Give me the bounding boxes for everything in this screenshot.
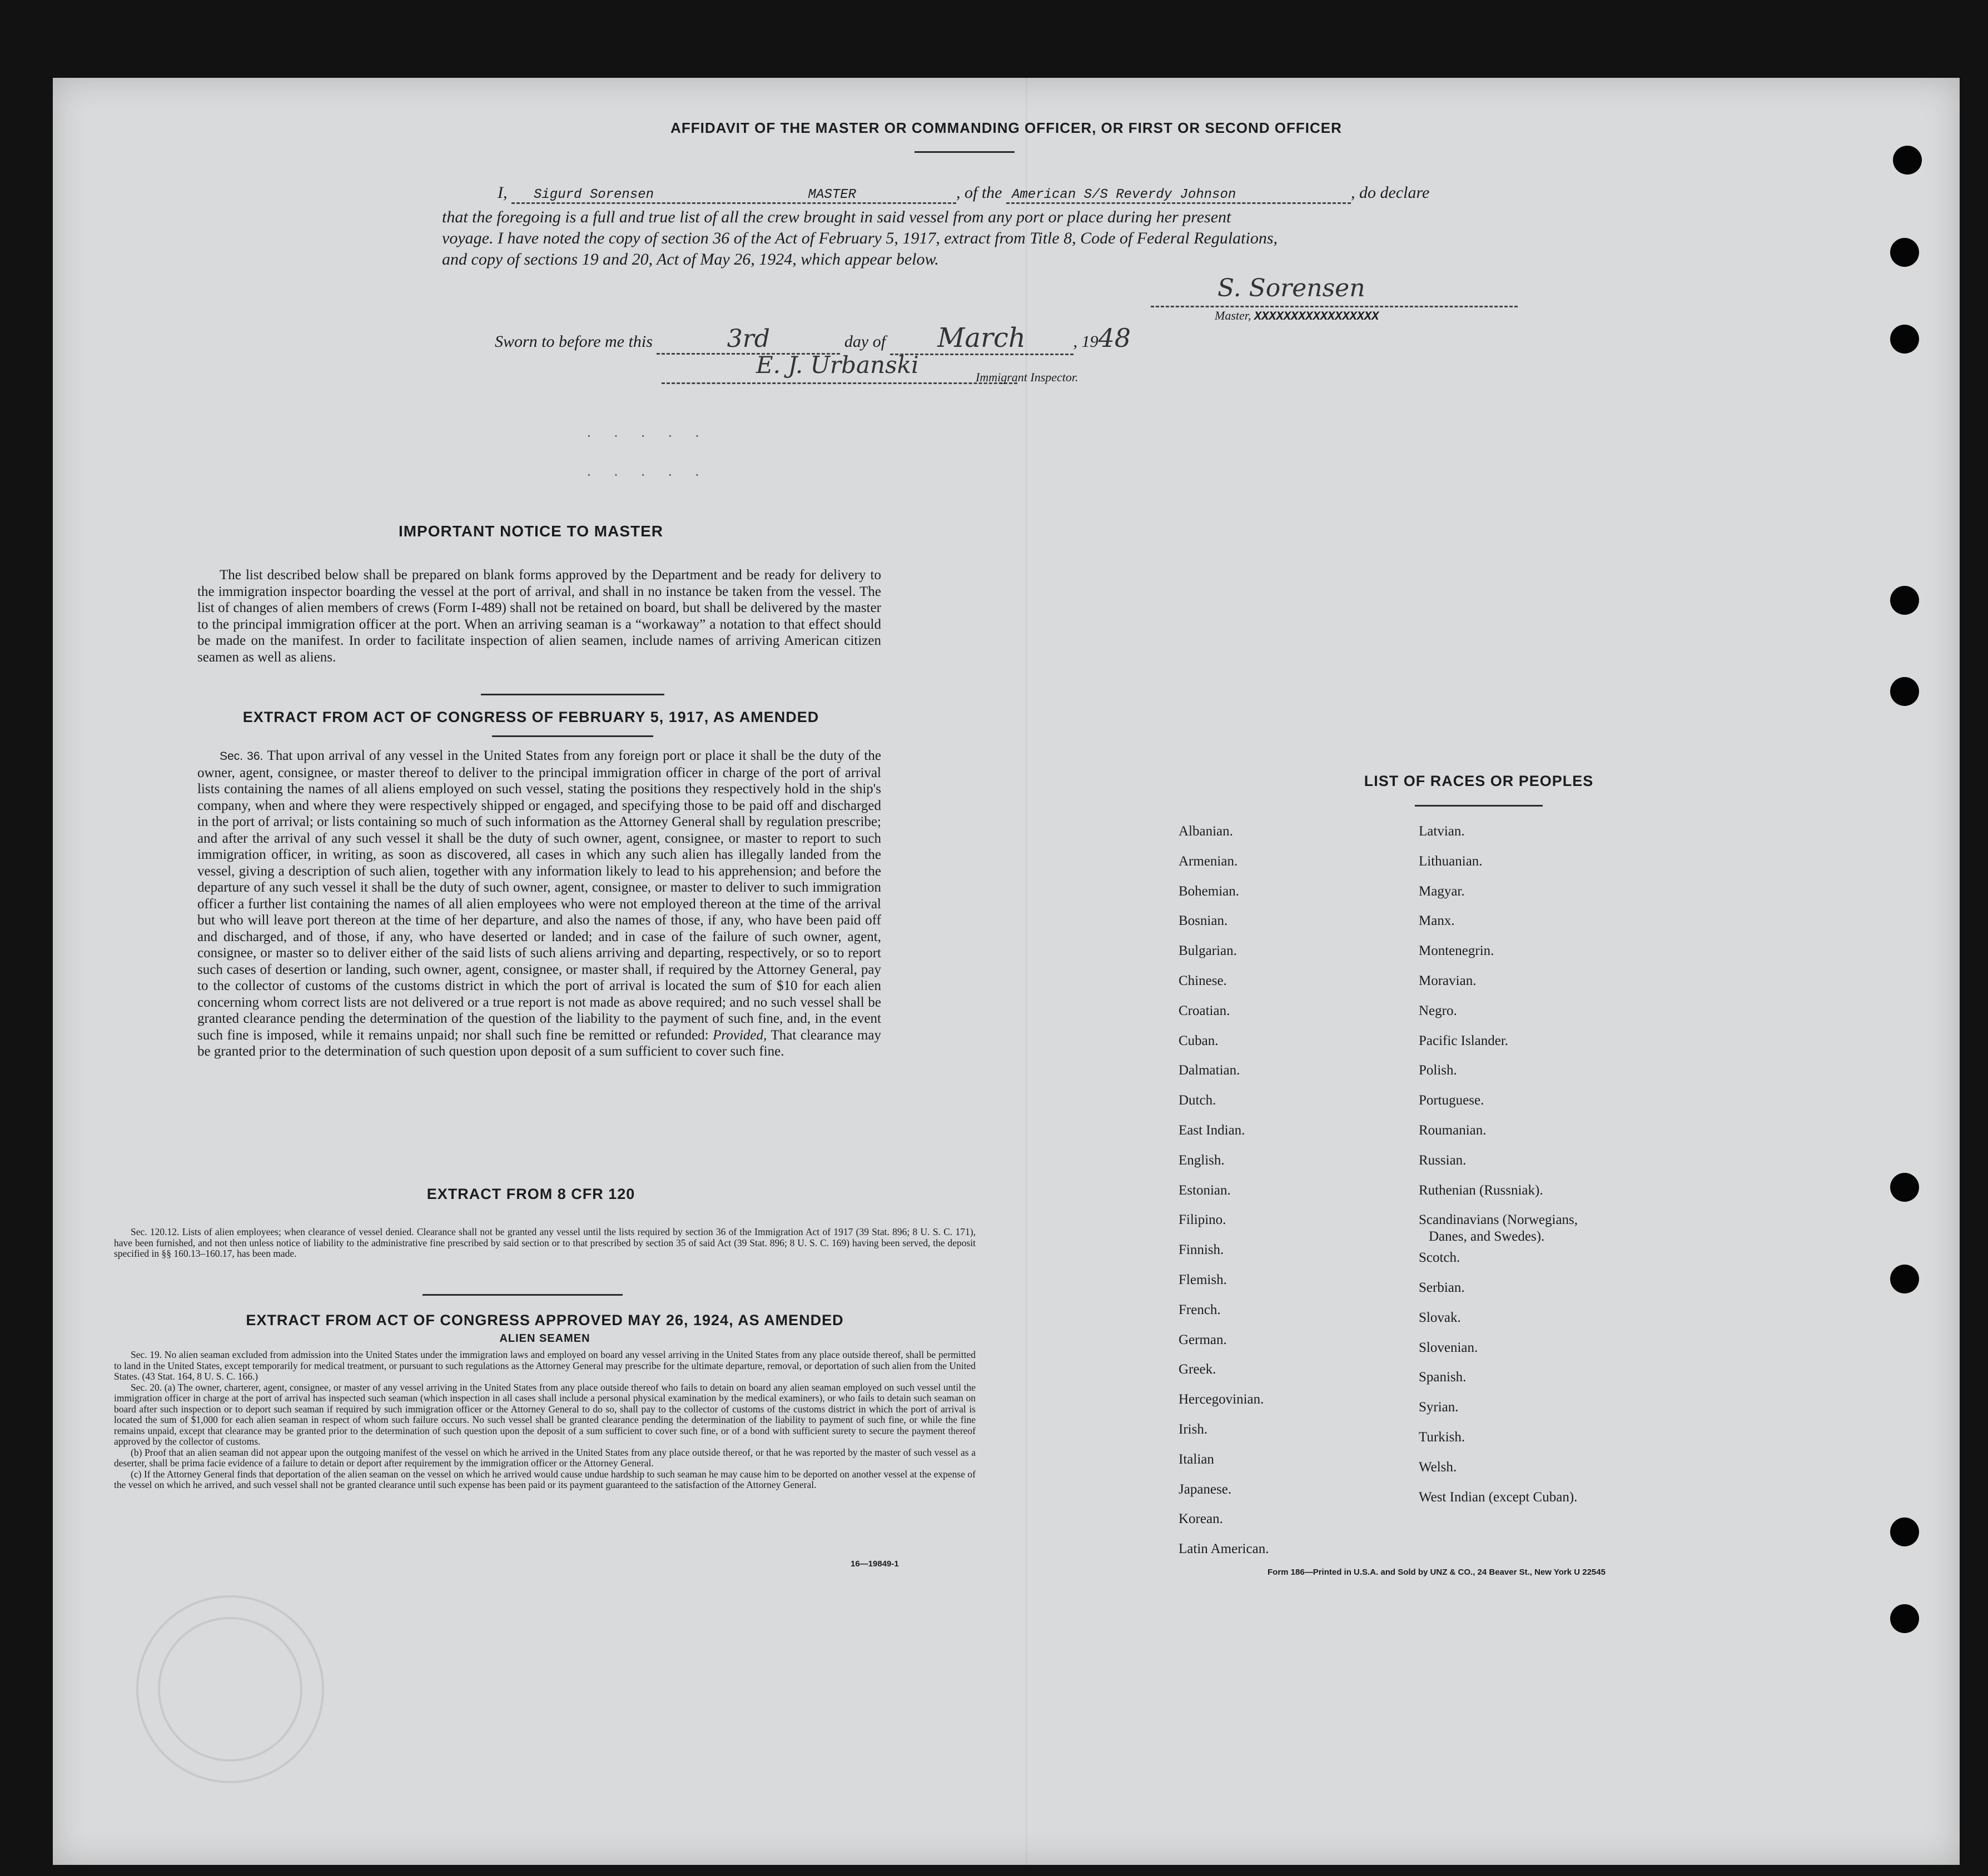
divider [915, 151, 1015, 153]
race-item: Croatian. [1179, 1003, 1230, 1018]
month-value: March [937, 322, 1026, 354]
race-item: Estonian. [1179, 1182, 1231, 1198]
race-item: Scotch. [1419, 1250, 1460, 1266]
punch-hole [1890, 1517, 1919, 1546]
punch-hole [1890, 325, 1919, 354]
race-item: Moravian. [1419, 973, 1477, 988]
affidavit-title: AFFIDAVIT OF THE MASTER OR COMMANDING OFFICER, OR FIRST OR SECOND OFFICER [670, 120, 1342, 136]
inspector-signature-line [662, 351, 1017, 384]
race-item: West Indian (except Cuban). [1419, 1489, 1578, 1505]
race-item: Bohemian. [1179, 883, 1240, 899]
race-item: Syrian. [1419, 1400, 1459, 1415]
race-item: Hercegovinian. [1179, 1392, 1264, 1407]
master-label: Master, XXXXXXXXXXXXXXXXX [1215, 308, 1379, 324]
sworn-line: Sworn to before me this 3rd day of March , 1948 [495, 322, 1131, 355]
vessel-field: American S/S Reverdy Johnson [1006, 183, 1351, 204]
race-item: Cuban. [1179, 1033, 1219, 1048]
punch-hole [1890, 238, 1919, 267]
race-item: Japanese. [1179, 1481, 1232, 1497]
race-item: Dutch. [1179, 1093, 1216, 1108]
master-name-field: Sigurd Sorensen MASTER [511, 183, 956, 204]
extract-1917-title: EXTRACT FROM ACT OF CONGRESS OF FEBRUARY 5, 1917, AS AMENDED [242, 709, 819, 725]
notice-text: The list described below shall be prepared on blank forms approved by the Department and be ready for delivery to the immigration inspector boarding the vessel at the port of arrival, and shall in no instance be taken from the vessel. The list of changes of alien members of crews (Form I-489) shall not be retained on board, but shall be delivered by the master to the principal immigration officer at the port. When an arriving seaman is a “workaway” a notation to that effect should be made on the manifest. In order to facilitate inspection of alien seamen, include names of arriving American citizen seamen as well as aliens. [197, 568, 881, 665]
race-item: Ruthenian (Russniak). [1419, 1182, 1543, 1198]
divider [481, 694, 664, 695]
race-item: Albanian. [1179, 824, 1233, 839]
year-value: 48 [1098, 323, 1131, 353]
race-item: Chinese. [1179, 973, 1227, 988]
race-item: Armenian. [1179, 853, 1238, 869]
race-item: Danes, and Swedes). [1429, 1229, 1545, 1245]
race-item: Finnish. [1179, 1242, 1224, 1258]
race-item: Roumanian. [1419, 1123, 1487, 1138]
race-item: Filipino. [1179, 1212, 1226, 1228]
race-item: Welsh. [1419, 1459, 1457, 1475]
day-value: 3rd [727, 325, 770, 353]
punch-hole [1890, 1604, 1919, 1633]
notice-title: IMPORTANT NOTICE TO MASTER [398, 523, 664, 540]
extract-cfr-title: EXTRACT FROM 8 CFR 120 [426, 1186, 635, 1202]
extract-1917-text: Sec. 36. That upon arrival of any vessel in the United States from any foreign port or place it shall be the duty of the owner, agent, consignee, or master thereof to deliver to the principal immigration officer in charge of the port of arrival lists containing the names of all aliens employed on such vessel, stating the positions they respectively hold in the ship's company, when and where they were respectively shipped or engaged, and specifying those to be paid off and discharged in the port of arrival; or lists containing so much of such information as the Attorney General shall by regulation prescribe; and after the arrival of any such vessel it shall be the duty of such owner, agent, consignee, or master to report to such immigration officer, in writing, as soon as discovered, all cases in which any such alien has illegally landed from the vessel, giving a description of such alien, together with any information likely to lead to his apprehension; and before the departure of any such vessel it shall be the duty of such owner, agent, consignee, or master to deliver to such immigration officer a further list containing the names of all alien employees who were not employed thereon at the time of the arrival but who will leave port thereon at the time of her departure, and also the names of those, if any, who have been paid off and discharged, and of those, if any, who have deserted or landed; and in case of the failure of such owner, agent, consignee, or master so to deliver either of the said lists of such aliens arriving and departing, respectively, or so to report such cases of desertion or landing, such owner, agent, consignee, or master shall, if required by the Attorney General, pay to the collector of customs of the customs district in which the port of arrival is located the sum of $10 for each alien concerning whom correct lists are not delivered or a true report is not made as above required; and no such vessel shall be granted clearance pending the determination of the question of the liability to the payment of such fine, and, in the event such fine is imposed, while it remains unpaid; nor shall such fine be remitted or refunded: Provided, That clearance may be granted prior to the determination of such question upon deposit of a sum sufficient to cover such fine. [197, 748, 882, 1059]
race-item: Portuguese. [1419, 1093, 1484, 1108]
races-title: LIST OF RACES OR PEOPLES [1364, 773, 1594, 789]
punch-hole [1890, 586, 1919, 615]
race-item: Pacific Islander. [1419, 1033, 1509, 1048]
document-sheet [53, 78, 1960, 1865]
race-item: Turkish. [1419, 1430, 1465, 1445]
race-item: Korean. [1179, 1511, 1223, 1527]
affidavit-line-1: I, Sigurd Sorensen MASTER , of the American S/S Reverdy Johnson , do declare [498, 183, 1429, 204]
race-item: Spanish. [1419, 1370, 1467, 1385]
punch-hole [1890, 1173, 1919, 1202]
race-item: Scandinavians (Norwegians, [1419, 1212, 1578, 1228]
race-item: Negro. [1419, 1003, 1457, 1018]
divider [1415, 805, 1543, 807]
extract-1924-title: EXTRACT FROM ACT OF CONGRESS APPROVED MAY 26, 1924, AS AMENDED [246, 1312, 844, 1328]
race-item: German. [1179, 1332, 1227, 1347]
race-item: Magyar. [1419, 883, 1465, 899]
punch-hole [1890, 1265, 1919, 1293]
embossed-seal [136, 1595, 324, 1783]
form-code: 16—19849-1 [851, 1559, 899, 1569]
punch-hole [1890, 677, 1919, 706]
master-signature-line [1151, 274, 1518, 307]
race-item: Latvian. [1419, 824, 1465, 839]
race-item: Bosnian. [1179, 913, 1228, 929]
extract-cfr-text: Sec. 120.12. Lists of alien employees; when clearance of vessel denied. Clearance shall not be granted any vessel until the lists required by section 36 of the Immigration Act of 1917 (39 Stat. 896; 8 U. S. C. 171), have been furnished, and not then unless notice of liability to the administrative fine prescribed by said section or to that prescribed by section 35 of said Act (39 Stat. 896; 8 U. S. C. 169) having been served, the deposit specified in §§ 160.13–160.17, has been made. [114, 1226, 976, 1259]
race-item: Russian. [1419, 1152, 1467, 1168]
race-item: English. [1179, 1152, 1225, 1168]
race-item: Latin American. [1179, 1541, 1269, 1557]
punch-hole [1893, 146, 1922, 175]
race-item: French. [1179, 1302, 1221, 1317]
race-item: East Indian. [1179, 1123, 1245, 1138]
race-item: Serbian. [1419, 1280, 1465, 1295]
race-item: Italian [1179, 1451, 1214, 1467]
divider [492, 735, 653, 737]
race-item: Dalmatian. [1179, 1063, 1240, 1078]
form-footer: Form 186—Printed in U.S.A. and Sold by UNZ & CO., 24 Beaver St., New York U 22545 [1268, 1568, 1606, 1577]
dot-marks: ····· [587, 428, 722, 444]
race-item: Manx. [1419, 913, 1455, 929]
race-item: Bulgarian. [1179, 943, 1237, 959]
race-item: Lithuanian. [1419, 853, 1483, 869]
race-item: Polish. [1419, 1063, 1457, 1078]
inspector-label: Immigrant Inspector. [976, 370, 1079, 384]
affidavit-body: that the foregoing is a full and true list of all the crew brought in said vessel from any port or place during her present voyage. I have noted the copy of section 36 of the Act of February 5, 1917, extract from Title 8, Code of Federal Regulations, and copy of sections 19 and 20, Act of May 26, 1924, which appear below. [442, 208, 1278, 268]
race-item: Irish. [1179, 1422, 1208, 1437]
extract-1924-text: Sec. 19. No alien seaman excluded from admission into the United States under the immigration laws and employed on board any vessel arriving in the United States from any place outside thereof, shall be permitted to land in the United States, except temporarily for medical treatment, or pursuant to such regulations as the Attorney General may prescribe for the ultimate departure, removal, or deportation of such alien from the United States. (43 Stat. 164, 8 U. S. C. 166.) Sec. 20. (a) The owner, charterer, agent, consignee, or master of any vessel arriving in the United States from any place outside thereof who fails to detain on board any alien seaman employed on such vessel until the immigration officer in charge at the port of arrival has inspected such seaman (which inspection in all cases shall include a personal physical examination by the medical examiners), or who fails to detain such seaman on board after such inspection or to deport such seaman if required by such immigration officer or the Attorney General to do so, shall pay to the collector of customs of the customs district in which the port of arrival is located the sum of $1,000 for each alien seaman in respect of whom such failure occurs. No such vessel shall be granted clearance pending the determination of the liability to payment of such fine, or while the fine remains unpaid, except that clearance may be granted prior to the determination of such question upon the deposit of a sum sufficient to cover such fine, or of a bond with sufficient surety to secure the payment thereof approved by the collector of customs. (b) Proof that an alien seaman did not appear upon the outgoing manifest of the vessel on which he arrived in the United States from any place outside thereof, or that he was reported by the master of such vessel as a deserter, shall be prima facie evidence of a failure to detain or deport after requirement by the immigration officer or the Attorney General. (c) If the Attorney General finds that deportation of the alien seaman on the vessel on which he arrived would cause undue hardship to such seaman he may cause him to be deported on another vessel at the expense of the vessel on which he arrived, and such vessel shall not be granted clearance until such expense has been paid or its payment guaranteed to the satisfaction of the Attorney General. [114, 1349, 976, 1490]
master-signature: S. Sorensen [1217, 274, 1365, 302]
inspector-signature: E. J. Urbanski [756, 351, 919, 379]
race-item: Montenegrin. [1419, 943, 1494, 959]
race-item: Slovenian. [1419, 1340, 1478, 1355]
race-item: Greek. [1179, 1362, 1216, 1377]
dot-marks: ····· [587, 467, 722, 483]
divider [423, 1294, 623, 1296]
extract-1924-subtitle: ALIEN SEAMEN [499, 1332, 590, 1345]
race-item: Flemish. [1179, 1272, 1227, 1287]
race-item: Slovak. [1419, 1310, 1461, 1325]
